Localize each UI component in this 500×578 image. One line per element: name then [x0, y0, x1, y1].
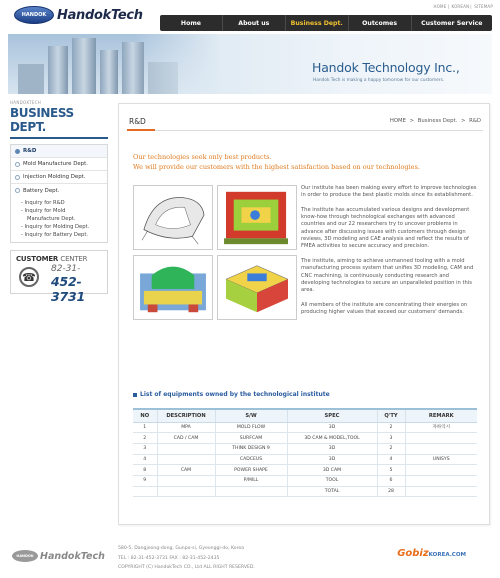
table-cell — [405, 433, 477, 444]
col-header-qty: Q'TY — [377, 409, 405, 422]
site-header — [0, 0, 500, 34]
description-paragraph: The institute has accumulated various designs and development know-how through technological exchanges with advanced countries and our 22 researchers try to uncover problems in advance after discussing issues with customers through design reviews, 3D modeling and CAE analysis and reflect the results of FMEA activities to secure accuracy and precision. — [301, 206, 470, 250]
footer-logo — [12, 550, 105, 562]
table-cell: 3D — [287, 443, 377, 454]
col-header-no: NO — [133, 409, 157, 422]
description-paragraph: Our institute has been making every effort to improve technologies in order to produce the best plastic molds since its establishment. — [301, 185, 477, 199]
table-cell: TOOL — [287, 475, 377, 486]
sidebar-item-injection-molding[interactable] — [11, 171, 107, 184]
logo-mark: HANDOK — [14, 6, 54, 24]
table-cell — [405, 475, 477, 486]
sidebar-item-label: Mold Manufacture Dept. — [23, 161, 88, 167]
nav-outcomes[interactable]: Outcomes — [349, 15, 412, 31]
mold-core-image — [133, 255, 213, 320]
rnd-description — [301, 185, 479, 324]
sidebar-small-label: HANDOKTECH — [10, 100, 42, 105]
table-row — [133, 475, 477, 486]
table-cell: CADCEUS — [215, 454, 287, 465]
table-cell — [215, 486, 287, 497]
table-cell — [157, 454, 215, 465]
table-cell — [157, 486, 215, 497]
sidebar-item-label: R&D — [23, 148, 37, 154]
intro-line-2: We will provide our customers with the highest satisfaction based on our technologies. — [133, 162, 420, 171]
hero-banner — [8, 34, 492, 94]
table-cell: TOTAL — [287, 486, 377, 497]
table-cell: 4 — [377, 454, 405, 465]
contact-line: TEL : 82-31-452-3731 FAX : 82-31-452-2435 — [118, 555, 220, 561]
crumb-current: R&D — [469, 118, 481, 124]
main-nav — [160, 15, 492, 31]
nav-business-dept[interactable]: Business Dept. — [286, 15, 349, 31]
city-skyline-image — [8, 34, 218, 94]
table-cell: 28 — [377, 486, 405, 497]
site-footer — [0, 536, 500, 578]
sidebar-item-battery[interactable] — [11, 184, 107, 197]
bullet-icon — [15, 188, 20, 193]
crumb-sep: > — [460, 118, 466, 124]
table-cell: UNISYS — [405, 454, 477, 465]
sidebar-item-rnd[interactable] — [11, 145, 107, 158]
square-bullet-icon — [133, 393, 137, 397]
nav-customer-service[interactable]: Customer Service — [421, 19, 483, 27]
bullet-icon — [15, 149, 20, 154]
table-cell — [405, 486, 477, 497]
equipment-table — [133, 408, 477, 497]
table-cell: 3D CAM — [287, 465, 377, 476]
bullet-icon — [15, 175, 20, 180]
table-cell: 5 — [377, 465, 405, 476]
sub-item-inquiry-rnd[interactable]: - Inquiry for R&D — [21, 200, 65, 206]
table-cell: 8 — [133, 465, 157, 476]
col-header-spec: SPEC — [287, 409, 377, 422]
address-line: 580-5, Dangjeong-dong, Gunpo-si, Gyeonggi-do, Korea — [118, 546, 245, 551]
customer-center-title — [16, 255, 102, 263]
table-cell: CAM — [157, 465, 215, 476]
sidebar-sub-menu — [11, 197, 107, 242]
col-header-description: DESCRIPTION — [157, 409, 215, 422]
main-content — [118, 103, 490, 525]
table-cell: 3 — [377, 433, 405, 444]
sidebar-item-label: Injection Molding Dept. — [23, 174, 86, 180]
util-link-home[interactable]: HOME — [433, 4, 447, 9]
table-cell: SURFCAM — [215, 433, 287, 444]
sub-item-inquiry-mold-cont[interactable]: Manufacture Dept. — [27, 216, 76, 222]
table-row — [133, 422, 477, 433]
title-accent-bar — [127, 129, 155, 131]
description-paragraph: All members of the institute are concentrating their energies on producing higher values that exceed our customers' demands. — [301, 301, 468, 316]
table-cell — [405, 443, 477, 454]
table-row — [133, 454, 477, 465]
table-cell: MOLD FLOW — [215, 422, 287, 433]
table-cell: P/MILL — [215, 475, 287, 486]
table-row — [133, 433, 477, 444]
logo-text: HandokTech — [57, 7, 143, 23]
table-row — [133, 486, 477, 497]
intro-line-1: Our technologies seek only best products. — [133, 153, 272, 161]
table-cell: 2 — [377, 443, 405, 454]
telephone-icon: ☎ — [19, 267, 39, 287]
table-cell — [405, 465, 477, 476]
cc-title-strong: CUSTOMER — [16, 255, 59, 263]
rnd-image-grid — [133, 185, 299, 323]
breadcrumb — [388, 118, 481, 124]
table-cell — [157, 475, 215, 486]
table-cell: 2 — [377, 422, 405, 433]
crumb-business[interactable]: Business Dept. — [417, 118, 458, 124]
table-cell: 1 — [133, 422, 157, 433]
sub-item-inquiry-battery[interactable]: - Inquiry for Battery Dept. — [21, 232, 89, 238]
cad-model-image — [133, 185, 213, 250]
banner-title: Handok Technology Inc., — [312, 60, 460, 75]
footer-address — [118, 544, 255, 573]
gobiz-text: Gobiz — [397, 548, 429, 559]
sidebar-item-mold-manufacture[interactable] — [11, 158, 107, 171]
gobiz-partner-logo[interactable] — [397, 548, 466, 559]
table-cell: 자하익시 — [405, 422, 477, 433]
table-cell: 3 — [133, 443, 157, 454]
bullet-icon — [15, 162, 20, 167]
table-row — [133, 465, 477, 476]
phone-number: 452-3731 — [51, 274, 85, 304]
mold-cavity-image — [217, 255, 297, 320]
sidebar-menu — [10, 144, 108, 243]
cc-title-light: CENTER — [60, 255, 88, 263]
sub-item-inquiry-mold[interactable]: - Inquiry for Mold — [21, 208, 66, 214]
table-row — [133, 443, 477, 454]
sidebar — [10, 100, 108, 304]
nav-home[interactable]: Home — [160, 15, 223, 31]
table-cell — [157, 443, 215, 454]
crumb-home[interactable]: HOME — [389, 118, 406, 124]
intro-text — [133, 153, 420, 172]
table-cell: THINK DESIGN 9 — [215, 443, 287, 454]
nav-about-us[interactable]: About us — [223, 15, 286, 31]
mold-assembly-image — [217, 185, 297, 250]
equipment-heading-text: List of equipments owned by the technological institute — [140, 391, 330, 398]
col-header-remark: REMARK — [405, 409, 477, 422]
page-title: R&D — [129, 117, 146, 126]
table-cell — [133, 486, 157, 497]
equipment-list-heading — [133, 391, 330, 398]
utility-links: HOME| KOREAN| SITEMAP — [433, 4, 493, 9]
table-cell: 3D — [287, 422, 377, 433]
gobiz-suffix: KOREA.COM — [428, 552, 466, 558]
title-divider — [127, 130, 483, 131]
customer-center-box — [10, 250, 108, 304]
table-cell: 3D CAM & MODEL,TOOL — [287, 433, 377, 444]
table-header-row — [133, 409, 477, 422]
util-link-sitemap[interactable]: SITEMAP — [474, 4, 493, 9]
banner-subtitle: Handok Tech is making a happy tomorrow for our customers. — [313, 78, 445, 83]
table-cell: MPA — [157, 422, 215, 433]
util-link-korean[interactable]: KOREAN — [451, 4, 470, 9]
table-cell: 9 — [133, 475, 157, 486]
col-header-sw: S/W — [215, 409, 287, 422]
table-cell: POWER SHAPE — [215, 465, 287, 476]
table-cell: 2 — [133, 433, 157, 444]
sidebar-item-label: Battery Dept. — [23, 187, 60, 194]
description-paragraph: The institute, aiming to achieve unmanned tooling with a mold manufacturing process system that unifies 3D modeling, CAM and CNC machining, is continuously conducting research and developing technologies to secure an unparalleled position in this area. — [301, 257, 474, 294]
table-cell: 4 — [133, 454, 157, 465]
site-logo[interactable] — [14, 6, 143, 24]
footer-brand: HandokTech — [40, 550, 105, 562]
crumb-sep: > — [409, 118, 415, 124]
footer-logo-mark: HANDOK — [12, 550, 38, 562]
table-cell: 3D — [287, 454, 377, 465]
phone-prefix: 82-31- — [51, 264, 81, 274]
sidebar-title: BUSINESS DEPT. — [10, 106, 108, 139]
copyright-line: COPYRIGHT (C) HandokTech CO., Ltd ALL RIGHT RESERVED. — [118, 565, 255, 570]
table-cell: 6 — [377, 475, 405, 486]
table-cell: CAD / CAM — [157, 433, 215, 444]
sub-item-inquiry-molding[interactable]: - Inquiry for Molding Dept. — [21, 224, 90, 230]
